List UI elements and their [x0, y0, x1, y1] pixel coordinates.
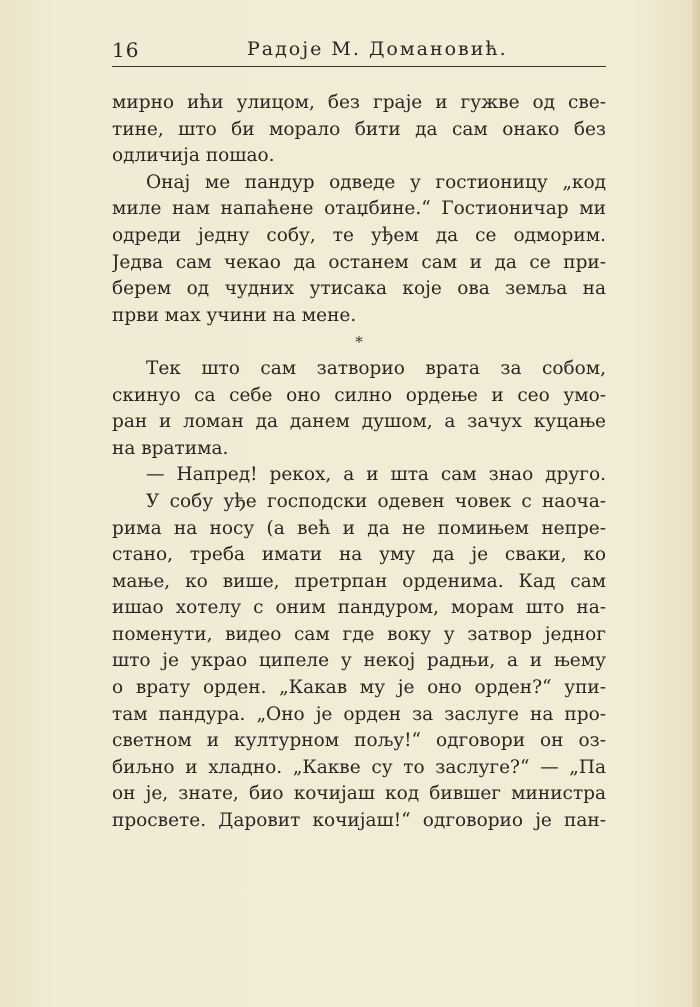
text-line: биљно и хладно. „Какве су то заслуге?“ — „Па [112, 756, 606, 778]
paragraph [112, 356, 606, 462]
text-line: поменути, видео сам где воку у затвор једног [112, 623, 606, 645]
text-line: Тек што сам затворио врата за собом, [146, 357, 606, 379]
text-line: там пандура. „Оно је орден за заслуге на про- [112, 703, 606, 725]
text-line: на вратима. [112, 437, 229, 459]
page-number: 16 [112, 38, 140, 62]
text-line: он је, знате, био кочијаш код бившег министра [112, 783, 606, 805]
text-line: светном и културном пољу!“ одговори он оз- [112, 730, 606, 752]
text-line: тине, што би морало бити да сам онако без [112, 118, 606, 140]
text-line: скинуо са себе оно силно ордење и сео умо- [112, 384, 606, 406]
text-line: берем од чудних утисака које ова земља на [112, 278, 606, 300]
page-edge [692, 0, 700, 1007]
text-line: ишао хотелу с оним пандуром, морам што на- [112, 597, 606, 619]
running-title: Радоје М. Домановић. [247, 38, 508, 60]
text-line: У собу уђе господски одевен човек с наоча- [146, 490, 606, 512]
text-line: Онај ме пандур одведе у гостионицу „код [146, 171, 606, 193]
text-line: рима на носу (а већ и да не помињем непре- [112, 517, 606, 539]
paragraph [112, 489, 606, 835]
text-line: ран и ломан да данем душом, а зачух куцање [112, 411, 606, 433]
text-line: први мах учини на мене. [112, 304, 357, 326]
text-line: миле нам напаћене отаџбине.“ Гостионичар ми [112, 198, 606, 220]
text-line: одреди једну собу, те уђем да се одморим. [112, 224, 606, 246]
text-line: мирно ићи улицом, без граје и гужве од све- [112, 92, 606, 113]
text-line: о врату орден. „Какав му је оно орден?“ упи- [112, 677, 606, 699]
page-header [112, 36, 606, 67]
paragraph [112, 462, 606, 489]
paragraph [112, 90, 606, 170]
text-line: просвете. Даровит кочијаш!“ одговорио је пан- [112, 810, 606, 832]
text-line: што је украо ципеле у некој радњи, а и њему [112, 650, 606, 672]
text-line: — Напред! рекох, а и шта сам знао друго. [146, 464, 606, 486]
text-line: мање, ко више, претрпан орденима. Кад сам [112, 570, 606, 592]
paragraph [112, 170, 606, 330]
body-text [112, 90, 606, 835]
text-line: одличија пошао. [112, 145, 275, 167]
section-separator: * [355, 333, 363, 352]
text-line: стано, треба имати на уму да је сваки, ко [112, 544, 606, 566]
text-line: Једва сам чекао да останем сам и да се при- [112, 251, 606, 273]
